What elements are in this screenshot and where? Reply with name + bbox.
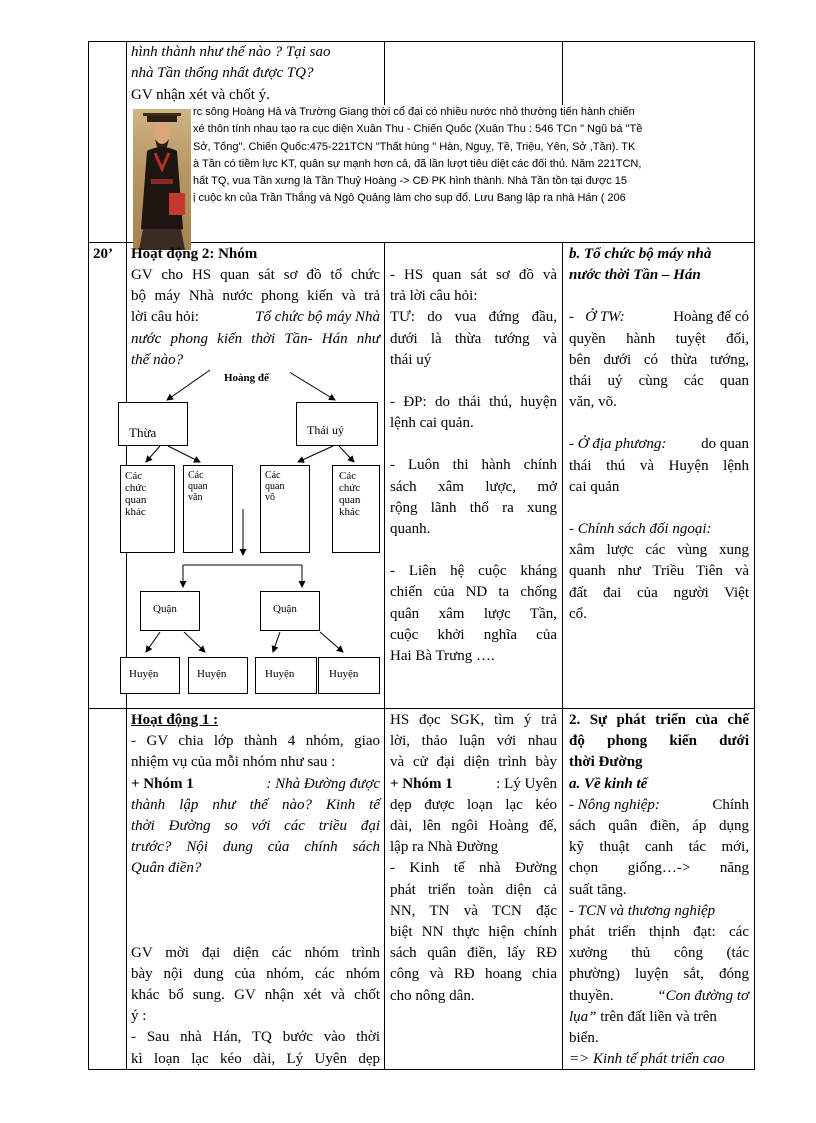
diagram-text: võ	[265, 492, 275, 503]
section-title: độ phong kiến dưới	[569, 733, 749, 750]
text-line: trước? Nội dung của chính sách	[131, 839, 380, 856]
diagram-text: quan	[188, 481, 208, 492]
text-line: văn, võ.	[569, 394, 617, 411]
diagram-military-officials-box	[260, 465, 310, 553]
quote-span: “Con đường tơ	[657, 987, 749, 1004]
diagram-text: chức	[125, 482, 147, 494]
text-line: trả lời câu hỏi:	[390, 288, 478, 305]
row1-teacher-note: GV nhận xét và chốt ý.	[131, 87, 270, 103]
diagram-text: chức	[339, 482, 361, 494]
text-span: Hoàng đế có	[673, 309, 749, 326]
section-subtitle: a. Về kinh tế	[569, 775, 648, 792]
diagram-office-box	[332, 465, 380, 553]
text-line: xâm lược các vùng xung	[569, 542, 749, 559]
text-line: suất tăng.	[569, 881, 627, 898]
question-span: Tổ chức bộ máy Nhà	[255, 309, 380, 326]
note-line: hất TQ, vua Tần xưng là Tần Thuỷ Hoàng -> CĐ PK hình thành. Nhà Tần tồn tại được 15	[193, 175, 627, 188]
text-line: xưởng thủ công (tác	[569, 945, 749, 962]
diagram-county-box	[318, 657, 380, 694]
col-student-border	[562, 242, 563, 1070]
text-line: phát triển toàn diện cả	[390, 881, 557, 898]
text-line: quyền hành tuyệt đối,	[569, 330, 749, 347]
text-line: chiến của ND ta chống	[390, 584, 557, 601]
diagram-county-box	[255, 657, 317, 694]
text-line: - ĐP: do thái thú, huyện	[390, 394, 557, 411]
diagram-text: Các	[339, 470, 357, 482]
diagram-text: quan	[265, 481, 285, 492]
text-line: thái uý cùng các quan	[569, 373, 749, 390]
text-line: biệt NN thực hiện chính	[390, 924, 557, 941]
row2-activity-title: Hoạt động 2: Nhóm	[131, 246, 258, 262]
row1-teacher-question	[131, 42, 381, 84]
text-line: cai quản	[569, 478, 620, 495]
text-line: cho nông dân.	[390, 987, 475, 1004]
text-line: Hai Bà Trưng ….	[390, 648, 495, 665]
diagram-chancellor-box	[118, 402, 188, 446]
text-line: NN, TN và TCN đặc	[390, 902, 557, 919]
note-line: rc sông Hoàng Hà và Trường Giang thời cổ đại có nhiều nước nhỏ thường tiến hành chiến	[193, 106, 635, 118]
diagram-county-box	[120, 657, 180, 694]
text-line: thành lập như thế nào? Kinh tế	[131, 796, 380, 813]
text-line: dưới là thừa tướng và	[390, 330, 557, 347]
text-span: : Lý Uyên	[496, 775, 557, 792]
row1-history-note	[193, 104, 753, 208]
text-line: rộng lãnh thổ ra xung	[390, 499, 557, 516]
diagram-text: Thái uý	[307, 423, 344, 437]
text-line	[569, 434, 749, 455]
label-span: - Nông nghiệp:	[569, 796, 660, 813]
text-line: - Luôn thi hành chính	[390, 457, 557, 474]
text-line: kỹ thuật canh tác mới,	[569, 839, 749, 856]
question-line: thế nào?	[131, 351, 184, 368]
text-line: ý :	[131, 1008, 147, 1025]
text-line: nhiệm vụ của mỗi nhóm như sau :	[131, 754, 336, 771]
col-right-border	[754, 41, 755, 1070]
text-line: TƯ: do vua đứng đầu,	[390, 309, 557, 326]
diagram-text: Quận	[153, 603, 177, 615]
text-line: cổ.	[569, 605, 587, 622]
diagram-district-box	[260, 591, 320, 631]
text-span: lời câu hỏi:	[131, 309, 199, 326]
text-line: GV cho HS quan sát sơ đồ tổ chức	[131, 267, 380, 283]
text-line: quanh.	[390, 521, 431, 538]
diagram-text: Các	[188, 470, 204, 481]
text-line: công và RĐ hoang chia	[390, 966, 557, 983]
diagram-text: văn	[188, 492, 203, 503]
diagram-defense-box	[296, 402, 378, 446]
row3-teacher-text	[131, 710, 380, 1070]
conclusion-line: => Kinh tế phát triển cao	[569, 1051, 725, 1068]
diagram-text: Huyện	[329, 668, 359, 680]
text-line	[569, 1007, 749, 1028]
note-line: ị cuộc kn của Trần Thắng và Ngô Quảng làm cho sụp đổ. Lưu Bang lập ra nhà Hán ( 206	[193, 192, 626, 205]
row2-time: 20’	[93, 246, 113, 262]
text-line: sách xâm lược, mở	[390, 478, 557, 495]
text-span: do quan	[701, 436, 749, 453]
text-line: lời, thảo luận với nhau	[390, 733, 557, 750]
text-line	[569, 307, 749, 328]
text-line: - Sau nhà Hán, TQ bước vào thời	[131, 1029, 380, 1046]
diagram-text: Huyện	[197, 668, 227, 680]
text-line: dài, lên ngôi Hoàng đế,	[390, 818, 557, 835]
text-line: GV mời đại diện các nhóm trình	[131, 944, 380, 961]
text-line: HS đọc SGK, tìm ý trả	[390, 712, 557, 728]
text-span: : Nhà Đường được	[266, 775, 380, 792]
diagram-text: khác	[339, 506, 360, 518]
diagram-emperor-box	[212, 364, 290, 384]
question-line: nước phong kiến thời Tần- Hán như	[131, 330, 380, 347]
quote-span: lụa”	[569, 1008, 597, 1025]
text-line: thái uý	[390, 351, 432, 368]
row3-top-border	[88, 708, 755, 709]
text-line: cuộc khởi nghĩa của	[390, 626, 557, 643]
diagram-office-box	[120, 465, 175, 553]
emperor-figure-icon	[133, 109, 191, 250]
text-span: thuyền.	[569, 987, 614, 1004]
text-span: trên đất liền và trên	[596, 1008, 717, 1025]
diagram-text: Các	[265, 470, 281, 481]
text-line: hình thành như thế nào ? Tại sao	[131, 44, 331, 60]
note-line: Sở, Tống". Chiến Quốc:475-221TCN "Thất hùng " Hàn, Nguỵ, Tề, Triệu, Yên, Sở ,Tần). TK	[193, 140, 636, 153]
text-line: đất đai của người Việt	[569, 584, 749, 601]
text-span: Chính	[712, 796, 749, 813]
note-line: xé thôn tính nhau tạo ra cục diện Xuân Thu - Chiến Quốc (Xuân Thu : 546 TCn " Ngũ bá "Tề	[193, 123, 643, 136]
text-line: quanh như Triều Tiên và	[569, 563, 749, 580]
text-line	[569, 986, 749, 1007]
text-line: sách quân điền, áp dụng	[569, 818, 749, 835]
text-line: nhà Tần thống nhất được TQ?	[131, 65, 314, 82]
label-line: - TCN và thương nghiệp	[569, 902, 716, 919]
col-student-border-top	[562, 41, 563, 105]
text-line	[131, 307, 380, 328]
diagram-district-box	[140, 591, 200, 631]
diagram-text: Huyện	[265, 668, 295, 680]
diagram-text: Hoàng đế	[224, 372, 269, 384]
text-line: - Liên hệ cuộc kháng	[390, 563, 557, 580]
text-line: khác bổ sung. GV nhận xét và chốt	[131, 987, 380, 1004]
diagram-text: khác	[125, 506, 146, 518]
text-line: biển.	[569, 1030, 599, 1047]
text-line: - HS quan sát sơ đồ và	[390, 267, 557, 283]
text-line: dẹp được loạn lạc kéo	[390, 796, 557, 813]
note-line: à Tần có tiềm lực KT, quân sự mạnh hơn cả, đã lần lượt tiêu diệt các đối thủ. Năm 221TCN,	[193, 157, 642, 170]
text-span: - Ở TW:	[569, 309, 625, 326]
text-line: Quân điền?	[131, 860, 202, 877]
text-line: phường) luyện sắt, đóng	[569, 966, 749, 983]
text-line: phát triển thịnh đạt: các	[569, 924, 749, 941]
section-title: b. Tổ chức bộ máy nhà	[569, 246, 712, 262]
text-line: và cử đại diện trình bày	[390, 754, 557, 771]
section-title: nước thời Tần – Hán	[569, 267, 701, 284]
label-span: Ở TW:	[585, 309, 625, 326]
text-line	[390, 774, 557, 795]
label-span: + Nhóm 1	[131, 775, 194, 792]
text-line: thời Đường so với các triều đại	[131, 818, 380, 835]
row3-content-text	[569, 710, 749, 1070]
text-line	[131, 774, 380, 795]
section-title: 2. Sự phát triển của chế	[569, 712, 749, 728]
label-span: + Nhóm 1	[390, 775, 453, 792]
row2-content-text	[569, 244, 749, 625]
col-left-border	[88, 41, 89, 1070]
text-line: - GV chia lớp thành 4 nhóm, giao	[131, 733, 380, 750]
diagram-text: quan	[125, 494, 147, 506]
text-line: quân xâm lược Tần,	[390, 605, 557, 622]
text-line: lập ra Nhà Đường	[390, 839, 499, 856]
diagram-county-box	[188, 657, 248, 694]
activity-title: Hoạt động 1 :	[131, 712, 219, 728]
emperor-portrait-image	[133, 109, 191, 250]
diagram-civil-officials-box	[183, 465, 233, 553]
text-line: lệnh cai quản.	[390, 415, 474, 432]
diagram-text: Các	[125, 470, 143, 482]
label-span: - Ở địa phương:	[569, 436, 667, 453]
text-line: sách quân điền, lấy RĐ	[390, 945, 557, 962]
text-line: - Kinh tế nhà Đường	[390, 860, 557, 877]
diagram-text: Thừa	[129, 425, 157, 440]
section-title: thời Đường	[569, 754, 643, 771]
text-line: thái thú và Huyện lệnh	[569, 457, 749, 474]
row3-student-text	[390, 710, 557, 1007]
text-line: bộ máy Nhà nước phong kiến và trả	[131, 288, 380, 305]
diagram-text: Huyện	[129, 668, 159, 680]
row2-student-text	[390, 265, 557, 667]
diagram-text: quan	[339, 494, 361, 506]
text-line: kì loạn lạc kéo dài, Lý Uyên dẹp	[131, 1050, 380, 1067]
text-line: chọn giống…-> năng	[569, 860, 749, 877]
col-teacher-border-top	[384, 41, 385, 105]
text-line: bên dưới có thừa tướng,	[569, 351, 749, 368]
text-line	[569, 795, 749, 816]
label-line: - Chính sách đối ngoại:	[569, 521, 712, 538]
text-line: bày nội dung của nhóm, các nhóm	[131, 965, 380, 982]
diagram-text: Quận	[273, 603, 297, 615]
